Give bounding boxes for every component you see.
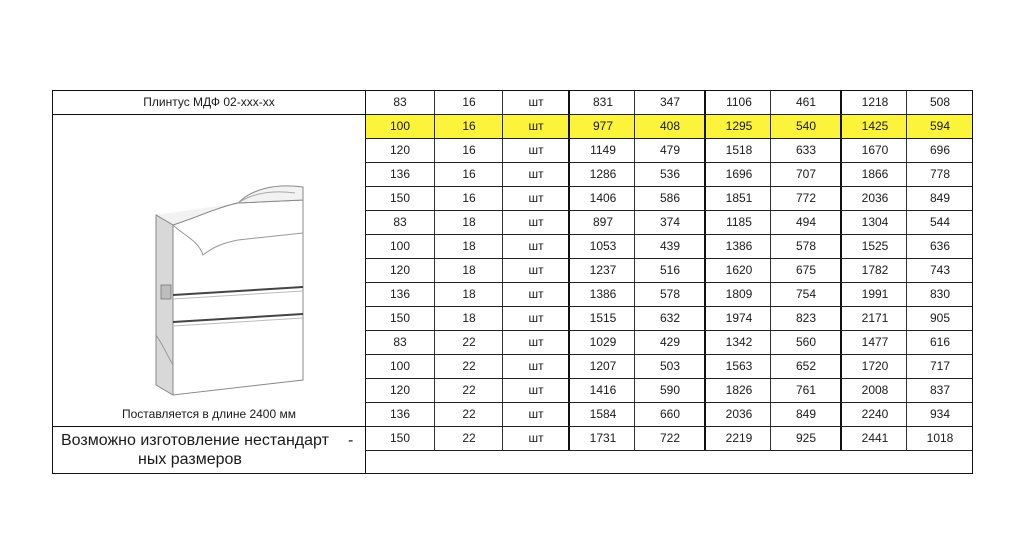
cell-width: 136 <box>389 407 411 421</box>
cell-price-c1: 1782 <box>840 259 908 282</box>
cell-price-a2: 408 <box>634 115 705 138</box>
cell-unit: шт <box>502 163 569 186</box>
cell-price-a1: 1386 <box>568 283 636 306</box>
cell-price-c1: 1991 <box>840 283 908 306</box>
table-row <box>366 283 972 307</box>
cell-price-a1: 831 <box>568 91 636 114</box>
cell-price-c2: 830 <box>906 283 973 306</box>
table-row <box>366 91 972 115</box>
cell-price-a2: 479 <box>634 139 705 162</box>
cell-unit: шт <box>502 139 569 162</box>
cell-price-c1: 1218 <box>840 91 908 114</box>
custom-note-hyphen: - <box>348 432 354 449</box>
cell-price-c2: 905 <box>906 307 973 330</box>
cell-price-a1: 1286 <box>568 163 636 186</box>
cell-price-c2: 544 <box>906 211 973 234</box>
cell-width: 83 <box>393 335 407 349</box>
cell-width: 150 <box>389 311 411 325</box>
cell-price-b2: 761 <box>770 379 841 402</box>
cell-width: 136 <box>389 287 411 301</box>
cell-price-b1: 1809 <box>704 283 772 306</box>
cell-price-c1: 2441 <box>840 427 908 450</box>
cell-price-c2: 849 <box>906 187 973 210</box>
cell-price-a1: 1584 <box>568 403 636 426</box>
cell-price-c1: 2171 <box>840 307 908 330</box>
product-panel <box>53 91 366 473</box>
cell-price-b1: 1518 <box>704 139 772 162</box>
cell-thickness: 16 <box>434 91 503 114</box>
custom-note-line-2: ных размеров <box>138 451 242 468</box>
cell-price-b2: 633 <box>770 139 841 162</box>
cell-price-a1: 1207 <box>568 355 636 378</box>
cell-price-b1: 1185 <box>704 211 772 234</box>
cell-thickness: 22 <box>434 355 503 378</box>
table-row <box>366 331 972 355</box>
cell-price-c2: 696 <box>906 139 973 162</box>
cell-price-a1: 1416 <box>568 379 636 402</box>
cell-price-a2: 660 <box>634 403 705 426</box>
cell-price-a2: 632 <box>634 307 705 330</box>
cell-unit: шт <box>502 211 569 234</box>
cell-price-b1: 1106 <box>704 91 772 114</box>
empty-row <box>366 451 972 472</box>
length-note: Поставляется в длине 2400 мм <box>122 407 296 421</box>
cell-price-b2: 652 <box>770 355 841 378</box>
cell-price-b1: 1851 <box>704 187 772 210</box>
cell-price-a2: 374 <box>634 211 705 234</box>
cell-price-a1: 1237 <box>568 259 636 282</box>
cell-unit: шт <box>502 427 569 450</box>
cell-price-a2: 503 <box>634 355 705 378</box>
cell-unit: шт <box>502 331 569 354</box>
cell-price-a2: 439 <box>634 235 705 258</box>
cell-price-b2: 494 <box>770 211 841 234</box>
cell-price-b1: 2036 <box>704 403 772 426</box>
price-table <box>52 90 973 474</box>
cell-width: 120 <box>389 143 411 157</box>
table-row <box>366 307 972 331</box>
cell-price-b2: 540 <box>770 115 841 138</box>
cell-price-a2: 578 <box>634 283 705 306</box>
table-row <box>366 187 972 211</box>
cell-thickness: 22 <box>434 331 503 354</box>
cell-price-b1: 1563 <box>704 355 772 378</box>
cell-price-b2: 849 <box>770 403 841 426</box>
baseboard-profile-drawing <box>143 185 323 400</box>
cell-unit: шт <box>502 307 569 330</box>
cell-price-c2: 636 <box>906 235 973 258</box>
cell-price-a2: 590 <box>634 379 705 402</box>
cell-width: 136 <box>389 167 411 181</box>
cell-thickness: 18 <box>434 307 503 330</box>
cell-price-a1: 1406 <box>568 187 636 210</box>
cell-unit: шт <box>502 91 569 114</box>
cell-unit: шт <box>502 115 569 138</box>
cell-price-b1: 2219 <box>704 427 772 450</box>
table-row <box>366 115 972 139</box>
cell-price-a2: 516 <box>634 259 705 282</box>
cell-width: 100 <box>389 239 411 253</box>
cell-thickness: 16 <box>434 139 503 162</box>
table-row <box>366 379 972 403</box>
cell-price-c1: 1866 <box>840 163 908 186</box>
cell-price-b2: 772 <box>770 187 841 210</box>
table-row <box>366 139 972 163</box>
cell-price-a2: 536 <box>634 163 705 186</box>
cell-price-b1: 1620 <box>704 259 772 282</box>
cell-price-b1: 1342 <box>704 331 772 354</box>
cell-price-b2: 754 <box>770 283 841 306</box>
cell-price-b1: 1696 <box>704 163 772 186</box>
cell-price-b1: 1974 <box>704 307 772 330</box>
cell-width: 83 <box>393 215 407 229</box>
cell-price-b2: 707 <box>770 163 841 186</box>
cell-price-b1: 1386 <box>704 235 772 258</box>
cell-price-a1: 1731 <box>568 427 636 450</box>
cell-price-b2: 823 <box>770 307 841 330</box>
cell-width: 150 <box>389 431 411 445</box>
cell-thickness: 18 <box>434 259 503 282</box>
cell-price-a2: 347 <box>634 91 705 114</box>
cell-price-a1: 1029 <box>568 331 636 354</box>
product-picture <box>53 115 365 427</box>
cell-price-c1: 1304 <box>840 211 908 234</box>
cell-price-c2: 934 <box>906 403 973 426</box>
cell-price-a1: 1053 <box>568 235 636 258</box>
cell-width: 100 <box>389 119 411 133</box>
cell-price-c1: 1425 <box>840 115 908 138</box>
cell-price-b1: 1295 <box>704 115 772 138</box>
cell-price-c1: 1477 <box>840 331 908 354</box>
cell-price-c1: 1670 <box>840 139 908 162</box>
cell-thickness: 18 <box>434 283 503 306</box>
cell-width: 120 <box>389 263 411 277</box>
cell-thickness: 18 <box>434 235 503 258</box>
cell-price-c1: 1720 <box>840 355 908 378</box>
cell-thickness: 16 <box>434 163 503 186</box>
cell-price-a2: 586 <box>634 187 705 210</box>
cell-unit: шт <box>502 283 569 306</box>
cell-price-c1: 2036 <box>840 187 908 210</box>
cell-price-b2: 925 <box>770 427 841 450</box>
table-row <box>366 211 972 235</box>
cell-thickness: 16 <box>434 187 503 210</box>
cell-price-b2: 560 <box>770 331 841 354</box>
cell-price-b2: 461 <box>770 91 841 114</box>
cell-width: 100 <box>389 359 411 373</box>
table-row <box>366 259 972 283</box>
custom-sizes-note <box>53 428 365 474</box>
cell-unit: шт <box>502 259 569 282</box>
cell-width: 83 <box>393 95 407 109</box>
cell-width: 120 <box>389 383 411 397</box>
cell-price-c2: 717 <box>906 355 973 378</box>
cell-price-a2: 722 <box>634 427 705 450</box>
cell-price-c1: 1525 <box>840 235 908 258</box>
cell-thickness: 22 <box>434 427 503 450</box>
cell-unit: шт <box>502 355 569 378</box>
cell-price-b1: 1826 <box>704 379 772 402</box>
cell-price-c2: 594 <box>906 115 973 138</box>
cell-price-c2: 508 <box>906 91 973 114</box>
cell-unit: шт <box>502 403 569 426</box>
table-row <box>366 235 972 259</box>
cell-unit: шт <box>502 235 569 258</box>
cell-unit: шт <box>502 379 569 402</box>
cell-price-a1: 897 <box>568 211 636 234</box>
cell-thickness: 22 <box>434 403 503 426</box>
table-row <box>366 355 972 379</box>
cell-thickness: 16 <box>434 115 503 138</box>
cell-price-c2: 837 <box>906 379 973 402</box>
cell-price-c1: 2240 <box>840 403 908 426</box>
cell-price-a1: 1149 <box>568 139 636 162</box>
cell-price-c2: 1018 <box>906 427 973 450</box>
cell-price-c2: 743 <box>906 259 973 282</box>
cell-price-a1: 977 <box>568 115 636 138</box>
cell-price-c2: 616 <box>906 331 973 354</box>
cell-price-c2: 778 <box>906 163 973 186</box>
cell-price-a1: 1515 <box>568 307 636 330</box>
cell-unit: шт <box>502 187 569 210</box>
cell-thickness: 18 <box>434 211 503 234</box>
table-row <box>366 427 972 451</box>
table-row <box>366 163 972 187</box>
custom-note-line-1: Возможно изготовление нестандарт <box>61 432 329 449</box>
cell-price-b2: 675 <box>770 259 841 282</box>
cell-price-c1: 2008 <box>840 379 908 402</box>
table-row <box>366 403 972 427</box>
cell-thickness: 22 <box>434 379 503 402</box>
product-title: Плинтус МДФ 02-xxx-xx <box>53 91 365 115</box>
cell-width: 150 <box>389 191 411 205</box>
cell-price-a2: 429 <box>634 331 705 354</box>
cell-price-b2: 578 <box>770 235 841 258</box>
